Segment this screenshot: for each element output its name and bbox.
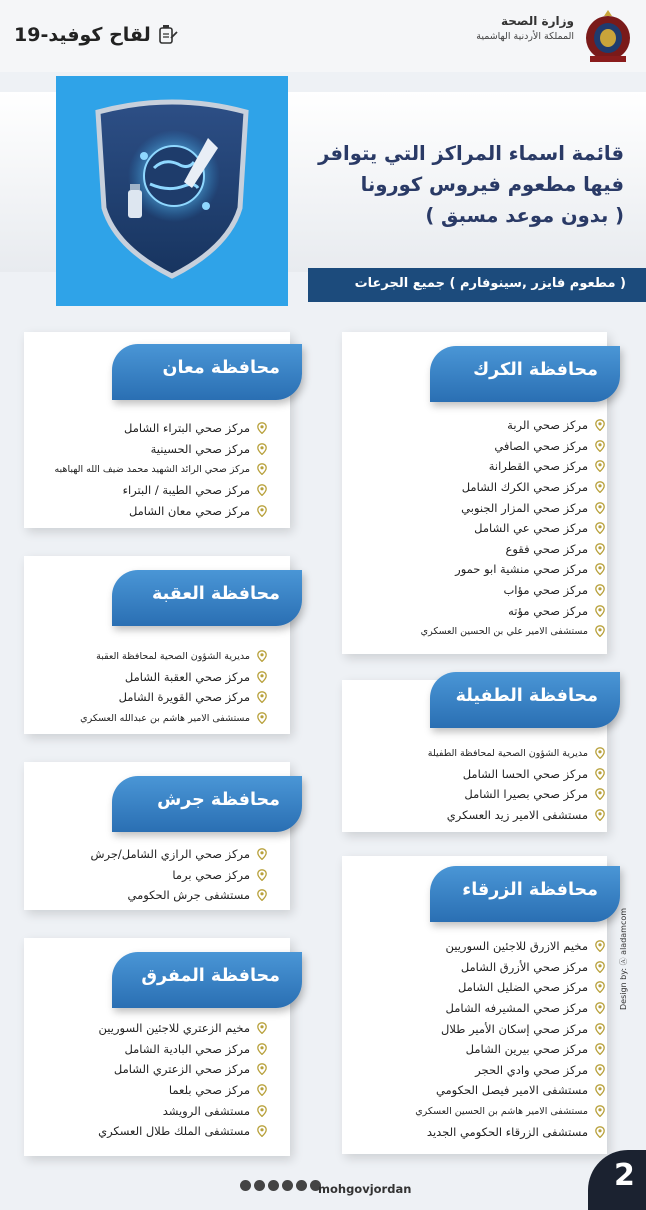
list-item <box>336 1080 606 1101</box>
location-pin-icon <box>594 961 606 973</box>
location-pin-icon <box>594 768 606 780</box>
list-item-label: مخيم الازرق للاجئين السوريين <box>445 939 588 954</box>
list-item-label: مركز صحي معان الشامل <box>128 503 250 518</box>
list-item <box>8 1018 268 1039</box>
list-item-label: مركز صحي المشيرفه الشامل <box>445 1001 588 1016</box>
list-item <box>336 1101 606 1122</box>
location-pin-icon <box>256 1043 268 1055</box>
list-item <box>336 456 606 477</box>
location-pin-icon <box>594 940 606 952</box>
list-item <box>8 439 268 460</box>
location-pin-icon <box>256 484 268 496</box>
list-item-label: مركز صحي المزار الجنوبي <box>461 500 588 515</box>
list-item <box>8 500 268 521</box>
jerash-header: محافظة جرش <box>112 776 302 832</box>
list-item <box>8 885 268 906</box>
list-item <box>336 518 606 539</box>
list-item-label: مديرية الشؤون الصحية لمحافظة العقبة <box>96 650 250 662</box>
location-pin-icon <box>594 1002 606 1014</box>
list-item-label: مركز صحي الرازي الشامل/جرش <box>90 847 250 862</box>
twitter-icon[interactable] <box>268 1180 279 1191</box>
location-pin-icon <box>256 671 268 683</box>
karak-list <box>336 415 606 642</box>
list-item <box>336 1121 606 1142</box>
location-pin-icon <box>594 1084 606 1096</box>
location-pin-icon <box>594 481 606 493</box>
list-item-label: مستشفى الامير هاشم بن الحسين العسكري <box>415 1105 588 1117</box>
list-item-label: مركز صحي البتراء الشامل <box>124 421 250 436</box>
location-pin-icon <box>594 1126 606 1138</box>
list-item <box>8 418 268 439</box>
list-item-label: مخيم الزعتري للاجئين السوريين <box>98 1021 250 1036</box>
location-pin-icon <box>594 440 606 452</box>
social-handle[interactable]: mohgovjordan <box>318 1182 412 1196</box>
list-item <box>336 621 606 642</box>
mafraq-list <box>8 1018 268 1142</box>
list-item-label: مركز صحي بلعما <box>168 1083 250 1098</box>
list-item-label: مركز صحي العقبة الشامل <box>124 669 250 684</box>
location-pin-icon <box>256 1063 268 1075</box>
list-item <box>8 480 268 501</box>
karak-header: محافظة الكرك <box>430 346 620 402</box>
list-item-label: مركز صحي إسكان الأمير طلال <box>441 1021 588 1036</box>
list-item <box>336 998 606 1019</box>
location-pin-icon <box>256 650 268 662</box>
list-item <box>8 459 268 480</box>
location-pin-icon <box>256 1022 268 1034</box>
location-pin-icon <box>594 625 606 637</box>
hero-title <box>294 138 624 231</box>
list-item <box>336 559 606 580</box>
list-item-label: مركز صحي منشية ابو حمور <box>455 562 588 577</box>
page-number: 2 <box>588 1150 646 1210</box>
hero-title-line1: قائمة اسماء المراكز التي يتوافر <box>318 142 624 165</box>
hero-title-line2: فيها مطعوم فيروس كورونا <box>360 173 624 196</box>
list-item-label: مركز صحي الكرك الشامل <box>461 480 588 495</box>
location-pin-icon <box>594 419 606 431</box>
tafila-header: محافظة الطفيلة <box>430 672 620 728</box>
list-item <box>8 844 268 865</box>
list-item-label: مركز صحي الضليل الشامل <box>457 980 588 995</box>
location-pin-icon <box>594 584 606 596</box>
list-item-label: مستشفى جرش الحكومي <box>127 888 250 903</box>
location-pin-icon <box>256 443 268 455</box>
list-item <box>336 580 606 601</box>
list-item-label: مستشفى الامير زيد العسكري <box>446 808 588 823</box>
tafila-list <box>336 743 606 825</box>
list-item <box>8 1039 268 1060</box>
list-item <box>336 539 606 560</box>
vaccine-types-bar: ( مطعوم فايزر ,سينوفارم ) جميع الجرعات <box>308 268 646 302</box>
list-item-label: مركز صحي برما <box>172 867 250 882</box>
location-pin-icon <box>594 543 606 555</box>
list-item-label: مركز صحي القطرانة <box>488 459 588 474</box>
list-item-label: مستشفى الامير هاشم بن عبدالله العسكري <box>80 712 250 724</box>
list-item-label: مركز صحي الأزرق الشامل <box>460 959 588 974</box>
location-pin-icon <box>594 1043 606 1055</box>
location-pin-icon <box>256 889 268 901</box>
location-pin-icon <box>594 1105 606 1117</box>
list-item <box>336 1018 606 1039</box>
list-item-label: مركز صحي الطيبة / البتراء <box>122 483 250 498</box>
list-item-label: مركز صحي الحسا الشامل <box>462 766 588 781</box>
location-pin-icon <box>594 1023 606 1035</box>
jordan-crest-icon <box>582 6 634 64</box>
list-item <box>336 477 606 498</box>
ministry-title: وزارة الصحة <box>500 14 574 28</box>
list-item-label: مركز صحي وادي الحجر <box>475 1062 588 1077</box>
list-item <box>8 1121 268 1142</box>
list-item <box>8 708 268 729</box>
list-item <box>8 646 268 667</box>
list-item-label: مستشفى الرويشد <box>162 1103 250 1118</box>
instagram-icon[interactable] <box>282 1180 293 1191</box>
jerash-list <box>8 844 268 906</box>
list-item <box>336 1039 606 1060</box>
maan-list <box>8 418 268 521</box>
list-item-label: مركز صحي الربة <box>507 418 588 433</box>
aqaba-list <box>8 646 268 728</box>
globe-icon[interactable] <box>240 1180 251 1191</box>
list-item <box>336 600 606 621</box>
location-pin-icon <box>594 1064 606 1076</box>
list-item-label: مركز صحي بصيرا الشامل <box>464 787 588 802</box>
list-item-label: مستشفى الملك طلال العسكري <box>98 1124 250 1139</box>
location-pin-icon <box>256 691 268 703</box>
list-item <box>336 415 606 436</box>
list-item <box>8 1100 268 1121</box>
location-pin-icon <box>594 809 606 821</box>
hero-title-line3: ( بدون موعد مسبق ) <box>425 204 624 227</box>
location-pin-icon <box>594 522 606 534</box>
list-item-label: مركز صحي مؤته <box>508 603 588 618</box>
vaccine-icon <box>157 24 179 46</box>
list-item-label: مستشفى الامير فيصل الحكومي <box>435 1083 588 1098</box>
list-item <box>336 977 606 998</box>
list-item-label: مستشفى الزرقاء الحكومي الجديد <box>426 1124 588 1139</box>
design-credit: Design by: Ⓐ aladamcom <box>619 907 628 1010</box>
location-pin-icon <box>594 788 606 800</box>
location-pin-icon <box>256 422 268 434</box>
list-item <box>8 1080 268 1101</box>
list-item <box>336 805 606 826</box>
ministry-name <box>476 14 574 42</box>
campaign-label <box>14 24 179 46</box>
location-pin-icon <box>594 460 606 472</box>
list-item <box>8 1059 268 1080</box>
facebook-icon[interactable] <box>254 1180 265 1191</box>
location-pin-icon <box>594 502 606 514</box>
list-item <box>336 1060 606 1081</box>
location-pin-icon <box>256 712 268 724</box>
list-item <box>8 667 268 688</box>
location-pin-icon <box>594 747 606 759</box>
list-item <box>8 687 268 708</box>
list-item <box>336 784 606 805</box>
aqaba-header: محافظة العقبة <box>112 570 302 626</box>
location-pin-icon <box>256 1125 268 1137</box>
list-item-label: مركز صحي الزعتري الشامل <box>113 1062 250 1077</box>
list-item-label: مركز صحي الصافي <box>494 438 588 453</box>
kingdom-title: المملكة الأردنية الهاشمية <box>476 31 574 42</box>
location-pin-icon <box>594 563 606 575</box>
location-pin-icon <box>594 605 606 617</box>
hero-banner <box>0 76 646 306</box>
list-item <box>336 497 606 518</box>
list-item-label: مركز صحي عي الشامل <box>474 521 588 536</box>
location-pin-icon <box>256 1084 268 1096</box>
list-item-label: مستشفى الامير علي بن الحسين العسكري <box>420 625 588 637</box>
zarqa-list <box>336 936 606 1142</box>
list-item-label: مديرية الشؤون الصحية لمحافظة الطفيلة <box>427 747 588 759</box>
list-item <box>336 936 606 957</box>
location-pin-icon <box>256 463 268 475</box>
list-item <box>8 865 268 886</box>
campaign-title: لقاح كوفيد-19 <box>14 24 151 46</box>
list-item <box>336 957 606 978</box>
location-pin-icon <box>256 1105 268 1117</box>
maan-header: محافظة معان <box>112 344 302 400</box>
list-item-label: مركز صحي الحسينية <box>150 441 250 456</box>
list-item-label: مركز صحي مؤاب <box>503 583 588 598</box>
youtube-icon[interactable] <box>296 1180 307 1191</box>
list-item <box>336 743 606 764</box>
zarqa-header: محافظة الزرقاء <box>430 866 620 922</box>
location-pin-icon <box>594 981 606 993</box>
shield-globe-icon <box>88 98 256 286</box>
location-pin-icon <box>256 869 268 881</box>
location-pin-icon <box>256 505 268 517</box>
mafraq-header: محافظة المفرق <box>112 952 302 1008</box>
list-item-label: مركز صحي الرائد الشهيد محمد ضيف الله الهباهبه <box>54 463 250 475</box>
list-item <box>336 436 606 457</box>
list-item <box>336 764 606 785</box>
list-item-label: مركز صحي فقوع <box>505 541 588 556</box>
list-item-label: مركز صحي البادية الشامل <box>124 1041 250 1056</box>
social-icons <box>240 1180 321 1191</box>
list-item-label: مركز صحي القويرة الشامل <box>118 690 250 705</box>
list-item-label: مركز صحي بيرين الشامل <box>465 1042 588 1057</box>
location-pin-icon <box>256 848 268 860</box>
